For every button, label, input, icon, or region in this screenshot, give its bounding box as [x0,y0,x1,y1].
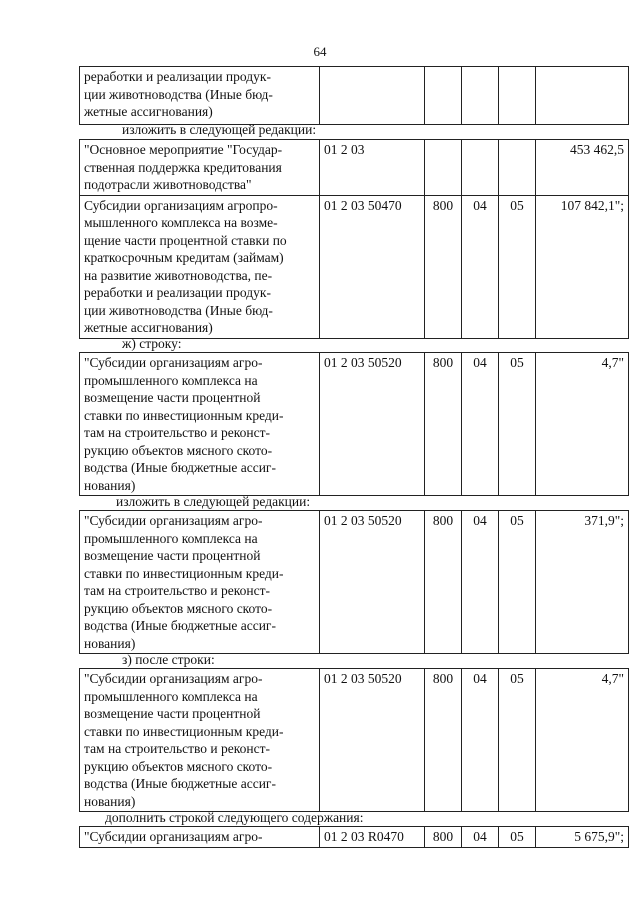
row-col-a: 800 [425,669,462,812]
row-col-c: 05 [499,353,536,496]
row-sum: 4,7" [536,669,629,812]
table-block-4 [79,510,629,654]
page-number: 64 [313,44,327,59]
row-col-a: 800 [425,353,462,496]
instruction-row: ж) строку: [122,336,182,351]
row-col-c [499,140,536,196]
row-col-c: 05 [499,195,536,338]
row-col-c: 05 [499,827,536,848]
table-row [80,195,629,338]
row-col-b: 04 [462,827,499,848]
row-name: "Субсидии организациям агро- [84,829,263,844]
table-block-3 [79,352,629,496]
row-col-a: 800 [425,195,462,338]
row-code: 01 2 03 R0470 [320,827,425,848]
row-code: 01 2 03 50470 [320,195,425,338]
row-name: "Субсидии организациям агро- промышленного комплекса на возмещение части процентной ставки по инвестиционным креди- там на строительство и реконст- рукцию объектов мясного ското- водства (Иные бюджетные ассиг- нования) [84,355,284,493]
row-name: "Субсидии организациям агро- промышленного комплекса на возмещение части процентной ставки по инвестиционным креди- там на строительство и реконст- рукцию объектов мясного ското- водства (Иные бюджетные ассиг- нования) [84,513,284,651]
row-name: "Субсидии организациям агро- промышленного комплекса на возмещение части процентной ставки по инвестиционным креди- там на строительство и реконст- рукцию объектов мясного ското- водства (Иные бюджетные ассиг- нования) [84,671,284,809]
row-col-c: 05 [499,511,536,654]
row-name-cell [80,140,320,196]
instruction-after-row: з) после строки: [122,652,215,667]
row-sum: 371,9"; [536,511,629,654]
row-name-cell [80,353,320,496]
instruction-edit-1: изложить в следующей редакции: [122,122,317,137]
row-name: реработки и реализации продук- ции животноводства (Иные бюд- жетные ассигнования) [84,69,273,119]
row-col-b: 04 [462,353,499,496]
row-col-c [499,67,536,125]
instruction-add-row: дополнить строкой следующего содержания: [105,810,364,825]
row-code: 01 2 03 50520 [320,669,425,812]
row-col-b: 04 [462,195,499,338]
table-block-1 [79,66,629,125]
row-col-a: 800 [425,511,462,654]
row-code: 01 2 03 50520 [320,353,425,496]
row-name-cell [80,195,320,338]
row-col-c: 05 [499,669,536,812]
table-row [80,140,629,196]
row-sum [536,67,629,125]
row-code: 01 2 03 50520 [320,511,425,654]
row-col-b: 04 [462,511,499,654]
row-name-cell [80,669,320,812]
row-col-b [462,67,499,125]
table-block-2 [79,139,629,339]
row-code: 01 2 03 [320,140,425,196]
row-code [320,67,425,125]
row-col-a [425,140,462,196]
table-block-6 [79,826,629,848]
table-row [80,353,629,496]
row-sum: 107 842,1"; [536,195,629,338]
row-col-a: 800 [425,827,462,848]
row-sum: 5 675,9"; [536,827,629,848]
row-name-cell [80,511,320,654]
row-sum: 453 462,5 [536,140,629,196]
table-row [80,669,629,812]
row-col-a [425,67,462,125]
row-col-b [462,140,499,196]
table-row [80,827,629,848]
table-row [80,511,629,654]
row-name-cell [80,827,320,848]
row-name-cell [80,67,320,125]
instruction-edit-2: изложить в следующей редакции: [116,494,311,509]
table-row [80,67,629,125]
row-name: Субсидии организациям агропро- мышленного комплекса на возме- щение части процентной ставки по краткосрочным кредитам (займам) на развитие животноводства, пе- реработки и реализации продук- ции животноводства (Иные бюд- жетные ассигнования) [84,197,287,335]
row-col-b: 04 [462,669,499,812]
row-sum: 4,7" [536,353,629,496]
row-name: "Основное мероприятие "Государ- ственная поддержка кредитования подотрасли животноводства" [84,142,283,192]
table-block-5 [79,668,629,812]
